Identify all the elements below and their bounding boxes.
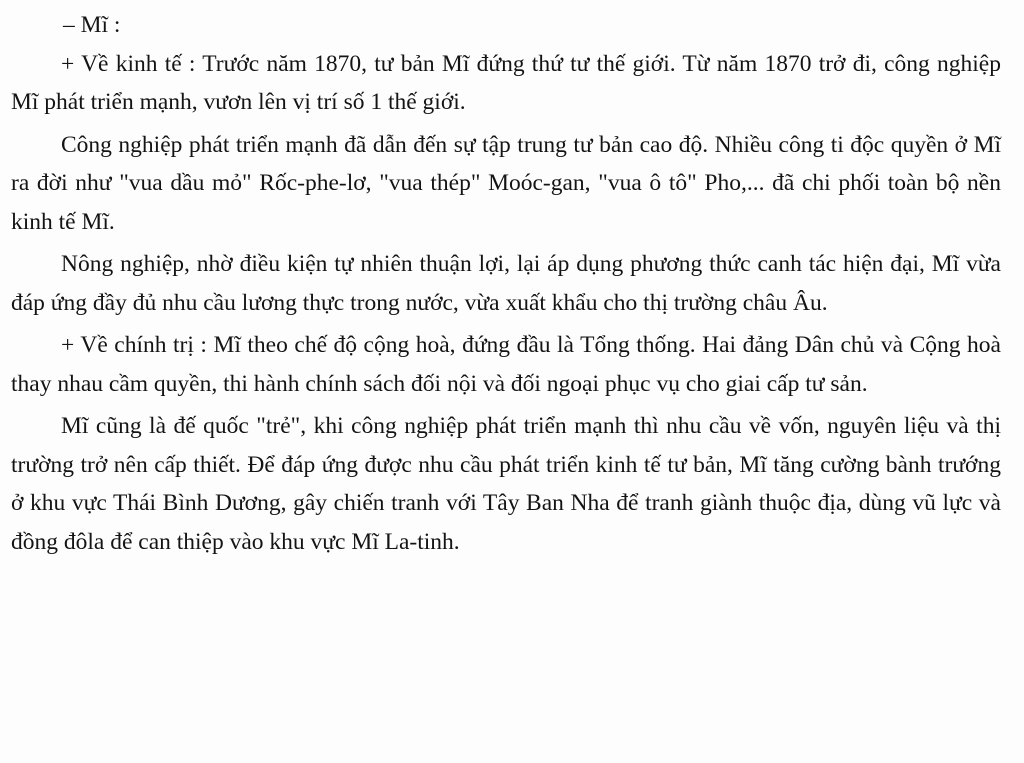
document-body [11, 6, 1001, 561]
paragraph-agriculture: Nông nghiệp, nhờ điều kiện tự nhiên thuận lợi, lại áp dụng phương thức canh tác hiện đại, Mĩ vừa đáp ứng đầy đủ nhu cầu lương thực trong nước, vừa xuất khẩu cho thị trường châu Âu. [11, 251, 1001, 316]
paragraph-politics: + Về chính trị : Mĩ theo chế độ cộng hoà, đứng đầu là Tổng thống. Hai đảng Dân chủ và Cộng hoà thay nhau cầm quyền, thi hành chính sách đối nội và đối ngoại phục vụ cho giai cấp tư sản. [11, 332, 1001, 397]
paragraph-economy: + Về kinh tế : Trước năm 1870, tư bản Mĩ đứng thứ tư thế giới. Từ năm 1870 trở đi, công nghiệp Mĩ phát triển mạnh, vươn lên vị trí số 1 thế giới. [11, 50, 1001, 115]
section-heading: – Mĩ : [63, 12, 121, 38]
paragraph-industry-monopolies: Công nghiệp phát triển mạnh đã dẫn đến sự tập trung tư bản cao độ. Nhiều công ti độc quyền ở Mĩ ra đời như "vua dầu mỏ" Rốc-phe-lơ, "vua thép" Moóc-gan, "vua ô tô" Pho,... đã chi phối toàn bộ nền kinh tế Mĩ. [11, 131, 1001, 235]
paragraph-expansion: Mĩ cũng là đế quốc "trẻ", khi công nghiệp phát triển mạnh thì nhu cầu về vốn, nguyên liệu và thị trường trở nên cấp thiết. Để đáp ứng được nhu cầu phát triển kinh tế tư bản, Mĩ tăng cường bành trướng ở khu vực Thái Bình Dương, gây chiến tranh với Tây Ban Nha để tranh giành thuộc địa, dùng vũ lực và đồng đôla để can thiệp vào khu vực Mĩ La-tinh. [11, 413, 1001, 555]
